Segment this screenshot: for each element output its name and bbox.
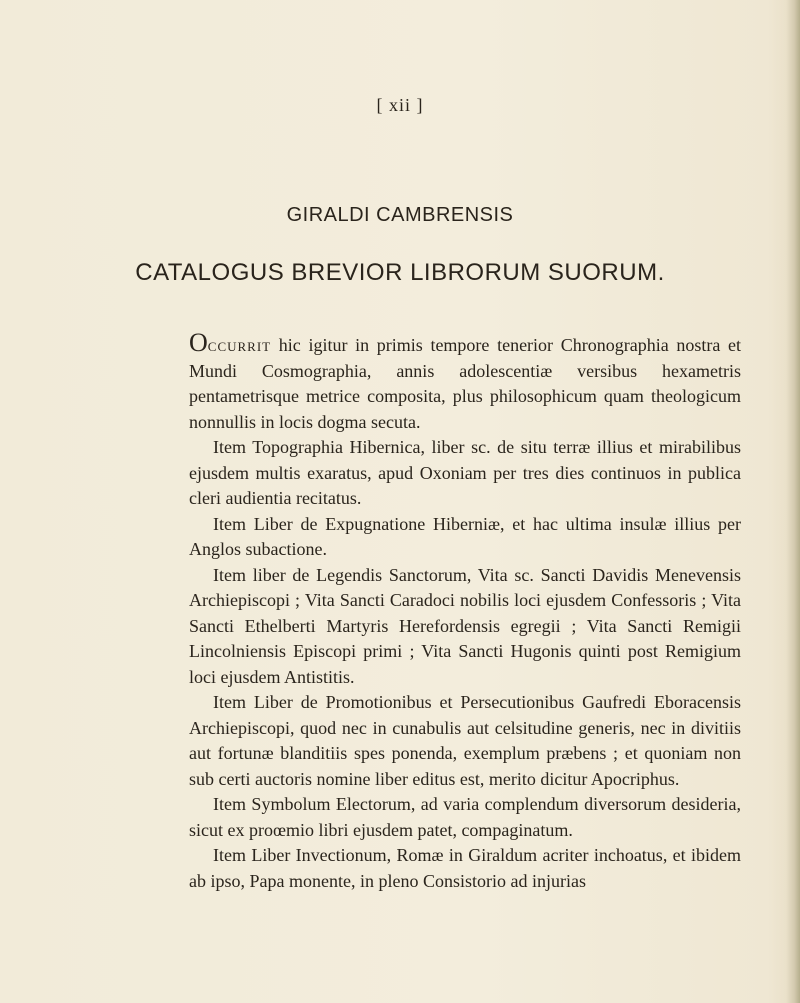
paragraph-promotionibus: Item Liber de Promotionibus et Persecutionibus Gaufredi Eboracensis Archiepiscopi, quod nec in cunabulis aut celsitudine generis, nec in divitiis aut fortunæ blanditiis spes ponenda, exemplum præbens ; et quoniam non sub certi auctoris nomine liber editus est, merito dicitur Apocriphus.: [189, 692, 741, 789]
author-heading: GIRALDI CAMBRENSIS: [286, 204, 514, 226]
paragraph-symbolum: Item Symbolum Electorum, ad varia complendum diversorum desideria, sicut ex proœmio libri ejusdem patet, compaginatum.: [189, 794, 741, 840]
small-caps-word: ccurrit: [207, 335, 272, 355]
page-number: [ xii ]: [376, 95, 424, 115]
paragraph-occurrit: [189, 330, 741, 435]
initial-letter: O: [189, 328, 208, 357]
paragraph-invectionum: Item Liber Invectionum, Romæ in Giraldum acriter inchoatus, et ibidem ab ipso, Papa monente, in pleno Consistorio ad injurias: [189, 845, 741, 891]
paragraph-text: hic igitur in primis tempore tenerior Chronographia nostra et Mundi Cosmographia, annis adolescentiæ versibus hexametris pentametrisque metrice composita, plus philosophicum quam theologicum nonnullis in locis dogma secuta.: [189, 335, 741, 432]
paragraph-topographia: Item Topographia Hibernica, liber sc. de situ terræ illius et mirabilibus ejusdem multis exaratus, apud Oxoniam per tres dies continuos in publica cleri audientia recitatus.: [189, 437, 741, 508]
paragraph-expugnatione: Item Liber de Expugnatione Hiberniæ, et hac ultima insulæ illius per Anglos subactione.: [189, 513, 741, 559]
page-edge-shadow: [786, 0, 800, 1003]
catalogue-title: CATALOGUS BREVIOR LIBRORUM SUORUM.: [135, 259, 665, 286]
paragraph-legendis-sanctorum: Item liber de Legendis Sanctorum, Vita sc. Sancti Davidis Menevensis Archiepiscopi ; Vita Sancti Caradoci nobilis loci ejusdem Confessoris ; Vita Sancti Ethelberti Martyris Herefordensis egregii ; Vita Sancti Remigii Lincolniensis Episcopi primi ; Vita Sancti Hugonis quinti post Remigium loci ejusdem Antistitis.: [189, 564, 741, 687]
body-text: [189, 330, 741, 894]
